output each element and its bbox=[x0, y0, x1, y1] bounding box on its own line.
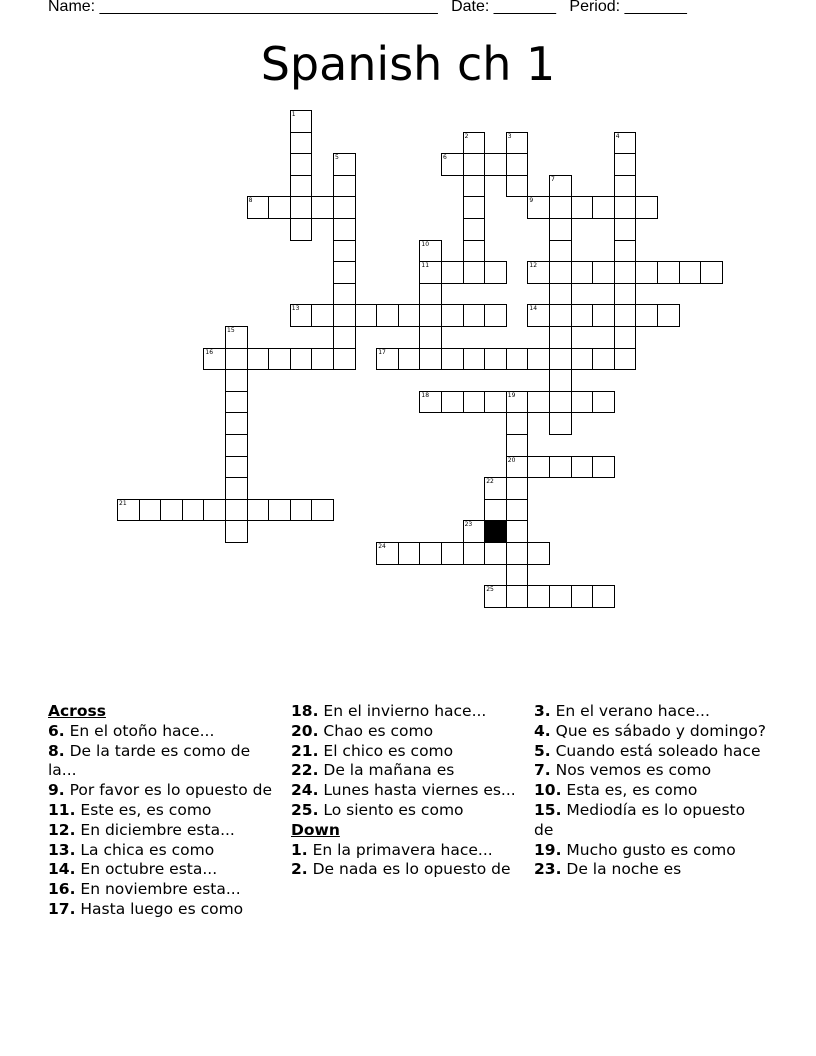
clue-number: 6. bbox=[48, 721, 65, 740]
clue-item bbox=[48, 781, 280, 801]
clue-text: En el verano hace... bbox=[550, 702, 710, 720]
grid-cell[interactable] bbox=[657, 261, 680, 284]
grid-cell[interactable] bbox=[398, 542, 421, 565]
period-label: Period: bbox=[569, 0, 621, 15]
grid-cell[interactable] bbox=[268, 348, 291, 371]
date-label: Date: bbox=[451, 0, 490, 15]
grid-cell[interactable] bbox=[571, 348, 594, 371]
clue-number-label: 2 bbox=[464, 132, 469, 140]
grid-cell[interactable] bbox=[290, 132, 313, 155]
grid-cell[interactable] bbox=[614, 348, 637, 371]
grid-cell[interactable] bbox=[527, 391, 550, 414]
clue-item bbox=[534, 702, 766, 722]
grid-cell[interactable] bbox=[160, 499, 183, 522]
clue-item bbox=[291, 761, 523, 781]
grid-cell[interactable] bbox=[419, 304, 442, 327]
clue-number: 20. bbox=[291, 721, 319, 740]
clue-text: En la primavera hace... bbox=[307, 840, 493, 859]
grid-cell[interactable] bbox=[484, 348, 507, 371]
clue-item bbox=[291, 722, 523, 742]
grid-cell[interactable] bbox=[463, 261, 486, 284]
grid-cell[interactable] bbox=[441, 391, 464, 414]
clue-number: 24. bbox=[291, 781, 319, 800]
grid-cell[interactable] bbox=[592, 261, 615, 284]
grid-cell[interactable] bbox=[592, 304, 615, 327]
grid-cell[interactable] bbox=[463, 240, 486, 263]
grid-cell[interactable] bbox=[549, 304, 572, 327]
grid-cell[interactable] bbox=[592, 196, 615, 219]
grid-cell[interactable] bbox=[549, 391, 572, 414]
clue-number: 22. bbox=[291, 761, 319, 780]
grid-cell[interactable] bbox=[571, 196, 594, 219]
grid-cell[interactable] bbox=[484, 153, 507, 176]
grid-cell[interactable] bbox=[549, 412, 572, 435]
clue-item bbox=[534, 781, 766, 801]
grid-cell[interactable] bbox=[614, 218, 637, 241]
clue-number-label: 19 bbox=[507, 391, 516, 399]
clue-number-label: 10 bbox=[421, 240, 430, 248]
grid-cell[interactable] bbox=[571, 304, 594, 327]
clue-item bbox=[291, 702, 523, 722]
clue-number-label: 6 bbox=[443, 154, 447, 162]
clue-item bbox=[534, 742, 766, 762]
grid-cell[interactable] bbox=[225, 348, 248, 371]
clue-number: 7. bbox=[534, 761, 551, 780]
grid-cell[interactable] bbox=[290, 348, 313, 371]
name-blank[interactable]: ______________________________________ bbox=[99, 0, 438, 15]
grid-cell[interactable] bbox=[592, 456, 615, 479]
clue-item bbox=[291, 841, 523, 861]
grid-cell[interactable] bbox=[657, 304, 680, 327]
clue-number: 4. bbox=[534, 721, 551, 740]
date-blank[interactable]: _______ bbox=[493, 0, 557, 15]
grid-cell[interactable] bbox=[527, 348, 550, 371]
grid-cell[interactable] bbox=[225, 499, 248, 522]
grid-cell[interactable] bbox=[549, 369, 572, 392]
grid-cell[interactable] bbox=[333, 348, 356, 371]
clue-text: En el otoño hace... bbox=[64, 721, 215, 740]
grid-cell[interactable] bbox=[549, 585, 572, 608]
grid-cell[interactable] bbox=[484, 391, 507, 414]
clue-number: 16. bbox=[48, 880, 76, 899]
grid-cell[interactable] bbox=[527, 585, 550, 608]
clue-number: 19. bbox=[534, 840, 562, 859]
grid-cell[interactable] bbox=[441, 304, 464, 327]
grid-cell[interactable] bbox=[484, 261, 507, 284]
grid-cell[interactable] bbox=[614, 175, 637, 198]
grid-cell[interactable] bbox=[506, 412, 529, 435]
grid-cell[interactable] bbox=[441, 542, 464, 565]
clue-item bbox=[534, 722, 766, 742]
clue-item bbox=[48, 841, 280, 861]
grid-cell[interactable] bbox=[484, 542, 507, 565]
clue-text: En octubre esta... bbox=[75, 860, 218, 879]
page-title: Spanish ch 1 bbox=[260, 37, 556, 91]
clue-number-label: 21 bbox=[119, 499, 127, 507]
clue-item bbox=[48, 821, 280, 841]
grid-cell[interactable] bbox=[506, 477, 529, 500]
grid-cell[interactable] bbox=[290, 153, 313, 176]
clue-number: 8. bbox=[48, 741, 65, 760]
clue-number: 15. bbox=[534, 800, 562, 819]
clue-text: Por favor es lo opuesto de bbox=[64, 781, 272, 800]
grid-cell[interactable] bbox=[311, 304, 334, 327]
clue-number: 9. bbox=[48, 781, 65, 800]
grid-cell[interactable] bbox=[506, 499, 529, 522]
grid-cell[interactable] bbox=[635, 304, 658, 327]
grid-cell[interactable] bbox=[679, 261, 702, 284]
grid-cell[interactable] bbox=[506, 434, 529, 457]
clues-column-2 bbox=[291, 702, 523, 880]
grid-cell[interactable] bbox=[311, 348, 334, 371]
grid-cell[interactable] bbox=[355, 304, 378, 327]
clue-item bbox=[534, 860, 766, 880]
grid-cell[interactable] bbox=[592, 391, 615, 414]
grid-cell[interactable] bbox=[290, 218, 313, 241]
grid-cell[interactable] bbox=[441, 348, 464, 371]
clue-text: Chao es como bbox=[318, 721, 434, 740]
clue-number-label: 13 bbox=[291, 305, 300, 313]
grid-cell[interactable] bbox=[463, 391, 486, 414]
clue-text: Que es sábado y domingo? bbox=[550, 721, 766, 740]
clue-item bbox=[291, 781, 523, 801]
grid-cell[interactable] bbox=[225, 412, 248, 435]
clue-number-label: 1 bbox=[291, 111, 296, 118]
grid-cell[interactable] bbox=[614, 261, 637, 284]
clues-column-3 bbox=[534, 702, 766, 880]
clue-item bbox=[48, 801, 280, 821]
clue-text: Esta es, es como bbox=[561, 781, 698, 800]
clue-text: De la mañana es bbox=[318, 761, 455, 780]
clue-number: 23. bbox=[534, 860, 562, 879]
clue-number-label: 5 bbox=[335, 154, 339, 162]
grid-cell[interactable] bbox=[290, 499, 313, 522]
clue-number-label: 23 bbox=[464, 521, 473, 529]
grid-cell[interactable] bbox=[333, 240, 356, 263]
grid-cell[interactable] bbox=[225, 391, 248, 414]
clue-item bbox=[291, 860, 523, 880]
grid-cell[interactable] bbox=[225, 369, 248, 392]
clue-item bbox=[291, 801, 523, 821]
grid-cell[interactable] bbox=[419, 348, 442, 371]
clue-number-label: 7 bbox=[551, 175, 555, 183]
clue-item bbox=[534, 801, 766, 841]
grid-cell[interactable] bbox=[203, 499, 226, 522]
clue-item bbox=[291, 742, 523, 762]
grid-cell[interactable] bbox=[376, 304, 399, 327]
grid-cell[interactable] bbox=[247, 499, 270, 522]
grid-cell[interactable] bbox=[549, 283, 572, 306]
grid-cell[interactable] bbox=[225, 456, 248, 479]
clue-number-label: 25 bbox=[486, 586, 494, 594]
grid-cell[interactable] bbox=[614, 240, 637, 263]
grid-cell[interactable] bbox=[549, 456, 572, 479]
clue-number: 2. bbox=[291, 860, 308, 879]
clue-text: De nada es lo opuesto de bbox=[307, 860, 511, 879]
grid-cell[interactable] bbox=[571, 456, 594, 479]
grid-cell[interactable] bbox=[333, 326, 356, 349]
clue-number-label: 11 bbox=[421, 262, 430, 270]
grid-cell[interactable] bbox=[549, 261, 572, 284]
grid-cell[interactable] bbox=[506, 520, 529, 543]
grid-cell[interactable] bbox=[225, 434, 248, 457]
clue-number-label: 14 bbox=[529, 305, 538, 313]
clue-number: 14. bbox=[48, 860, 76, 879]
grid-cell[interactable] bbox=[182, 499, 205, 522]
grid-cell[interactable] bbox=[614, 196, 637, 219]
clue-number-label: 3 bbox=[507, 132, 512, 140]
clue-text: De la tarde es como de la... bbox=[48, 741, 251, 780]
grid-cell[interactable] bbox=[506, 175, 529, 198]
grid-cell[interactable] bbox=[225, 520, 248, 543]
grid-cell[interactable] bbox=[463, 153, 486, 176]
grid-cell[interactable] bbox=[635, 261, 658, 284]
clue-number-label: 12 bbox=[529, 262, 538, 270]
clue-text: Cuando está soleado hace bbox=[550, 741, 761, 760]
clue-text: El chico es como bbox=[318, 741, 454, 760]
grid-cell[interactable] bbox=[614, 304, 637, 327]
grid-cell[interactable] bbox=[614, 283, 637, 306]
grid-cell[interactable] bbox=[247, 348, 270, 371]
grid-cell[interactable] bbox=[333, 304, 356, 327]
grid-cell[interactable] bbox=[311, 499, 334, 522]
grid-cell[interactable] bbox=[549, 240, 572, 263]
clue-number: 13. bbox=[48, 840, 76, 859]
clue-number-label: 15 bbox=[227, 327, 235, 334]
grid-cell[interactable] bbox=[549, 218, 572, 241]
grid-cell[interactable] bbox=[549, 326, 572, 349]
clue-number-label: 16 bbox=[205, 348, 214, 356]
grid-cell-filled bbox=[484, 520, 507, 543]
clue-number-label: 20 bbox=[507, 456, 516, 464]
clue-item bbox=[48, 900, 280, 920]
clue-text: En el invierno hace... bbox=[318, 702, 487, 720]
clue-text: Hasta luego es como bbox=[75, 899, 244, 918]
clue-item bbox=[534, 841, 766, 861]
grid-cell[interactable] bbox=[333, 196, 356, 219]
grid-cell[interactable] bbox=[419, 283, 442, 306]
clue-text: Mediodía es lo opuesto de bbox=[534, 800, 746, 839]
clue-number: 17. bbox=[48, 899, 76, 918]
grid-cell[interactable] bbox=[290, 175, 313, 198]
grid-cell[interactable] bbox=[506, 153, 529, 176]
clue-number: 10. bbox=[534, 781, 562, 800]
clue-item bbox=[48, 860, 280, 880]
grid-cell[interactable] bbox=[635, 196, 658, 219]
clue-number: 12. bbox=[48, 820, 76, 839]
clues-heading-down: Down bbox=[291, 820, 340, 839]
grid-cell[interactable] bbox=[506, 585, 529, 608]
clues-column-1 bbox=[48, 702, 280, 920]
period-blank[interactable]: _______ bbox=[624, 0, 687, 15]
clue-text: Lunes hasta viernes es... bbox=[318, 781, 516, 800]
grid-cell[interactable] bbox=[268, 196, 291, 219]
grid-cell[interactable] bbox=[419, 326, 442, 349]
clue-text: En diciembre esta... bbox=[75, 820, 235, 839]
grid-cell[interactable] bbox=[333, 218, 356, 241]
grid-cell[interactable] bbox=[506, 542, 529, 565]
grid-cell[interactable] bbox=[268, 499, 291, 522]
grid-cell[interactable] bbox=[571, 391, 594, 414]
clue-number: 18. bbox=[291, 702, 319, 720]
grid-cell[interactable] bbox=[549, 348, 572, 371]
grid-cell[interactable] bbox=[506, 564, 529, 587]
grid-cell[interactable] bbox=[463, 218, 486, 241]
clue-text: Lo siento es como bbox=[318, 800, 464, 819]
grid-cell[interactable] bbox=[700, 261, 723, 284]
clue-item bbox=[48, 722, 280, 742]
clue-number: 5. bbox=[534, 741, 551, 760]
grid-cell[interactable] bbox=[592, 585, 615, 608]
clue-text: Mucho gusto es como bbox=[561, 840, 736, 859]
grid-cell[interactable] bbox=[484, 499, 507, 522]
clue-number-label: 22 bbox=[486, 478, 494, 486]
grid-cell[interactable] bbox=[527, 542, 550, 565]
clue-text: De la noche es bbox=[561, 860, 682, 879]
clue-number: 1. bbox=[291, 840, 308, 859]
grid-cell[interactable] bbox=[527, 456, 550, 479]
grid-cell[interactable] bbox=[463, 542, 486, 565]
clue-text: Este es, es como bbox=[75, 800, 212, 819]
clue-number: 3. bbox=[534, 702, 551, 720]
clue-number-label: 17 bbox=[378, 348, 386, 356]
grid-cell[interactable] bbox=[614, 326, 637, 349]
grid-cell[interactable] bbox=[398, 304, 421, 327]
grid-cell[interactable] bbox=[333, 175, 356, 198]
clue-number-label: 8 bbox=[248, 197, 253, 205]
clue-number: 25. bbox=[291, 800, 319, 819]
clue-text: Nos vemos es como bbox=[550, 761, 712, 780]
grid-cell[interactable] bbox=[311, 196, 334, 219]
clue-number-label: 18 bbox=[421, 391, 430, 399]
clue-number-label: 9 bbox=[529, 197, 534, 205]
clue-number: 21. bbox=[291, 741, 319, 760]
clue-item bbox=[534, 761, 766, 781]
grid-cell[interactable] bbox=[571, 261, 594, 284]
grid-cell[interactable] bbox=[571, 585, 594, 608]
clue-text: En noviembre esta... bbox=[75, 880, 241, 899]
grid-cell[interactable] bbox=[463, 304, 486, 327]
clues-heading-across: Across bbox=[48, 702, 106, 720]
name-label: Name: bbox=[48, 0, 96, 15]
grid-cell[interactable] bbox=[225, 477, 248, 500]
grid-cell[interactable] bbox=[463, 175, 486, 198]
grid-cell[interactable] bbox=[333, 283, 356, 306]
grid-cell[interactable] bbox=[463, 196, 486, 219]
clue-number: 11. bbox=[48, 800, 76, 819]
grid-cell[interactable] bbox=[419, 542, 442, 565]
grid-cell[interactable] bbox=[614, 153, 637, 176]
grid-cell[interactable] bbox=[592, 348, 615, 371]
grid-cell[interactable] bbox=[398, 348, 421, 371]
clue-number-label: 24 bbox=[378, 543, 386, 550]
grid-cell[interactable] bbox=[441, 261, 464, 284]
grid-cell[interactable] bbox=[484, 304, 507, 327]
grid-cell[interactable] bbox=[333, 261, 356, 284]
clue-item bbox=[48, 880, 280, 900]
grid-cell[interactable] bbox=[290, 196, 313, 219]
grid-cell[interactable] bbox=[139, 499, 162, 522]
grid-cell[interactable] bbox=[463, 348, 486, 371]
clue-number-label: 4 bbox=[615, 132, 620, 140]
clue-item bbox=[48, 742, 280, 782]
grid-cell[interactable] bbox=[549, 196, 572, 219]
grid-cell[interactable] bbox=[506, 348, 529, 371]
clue-text: La chica es como bbox=[75, 840, 215, 859]
